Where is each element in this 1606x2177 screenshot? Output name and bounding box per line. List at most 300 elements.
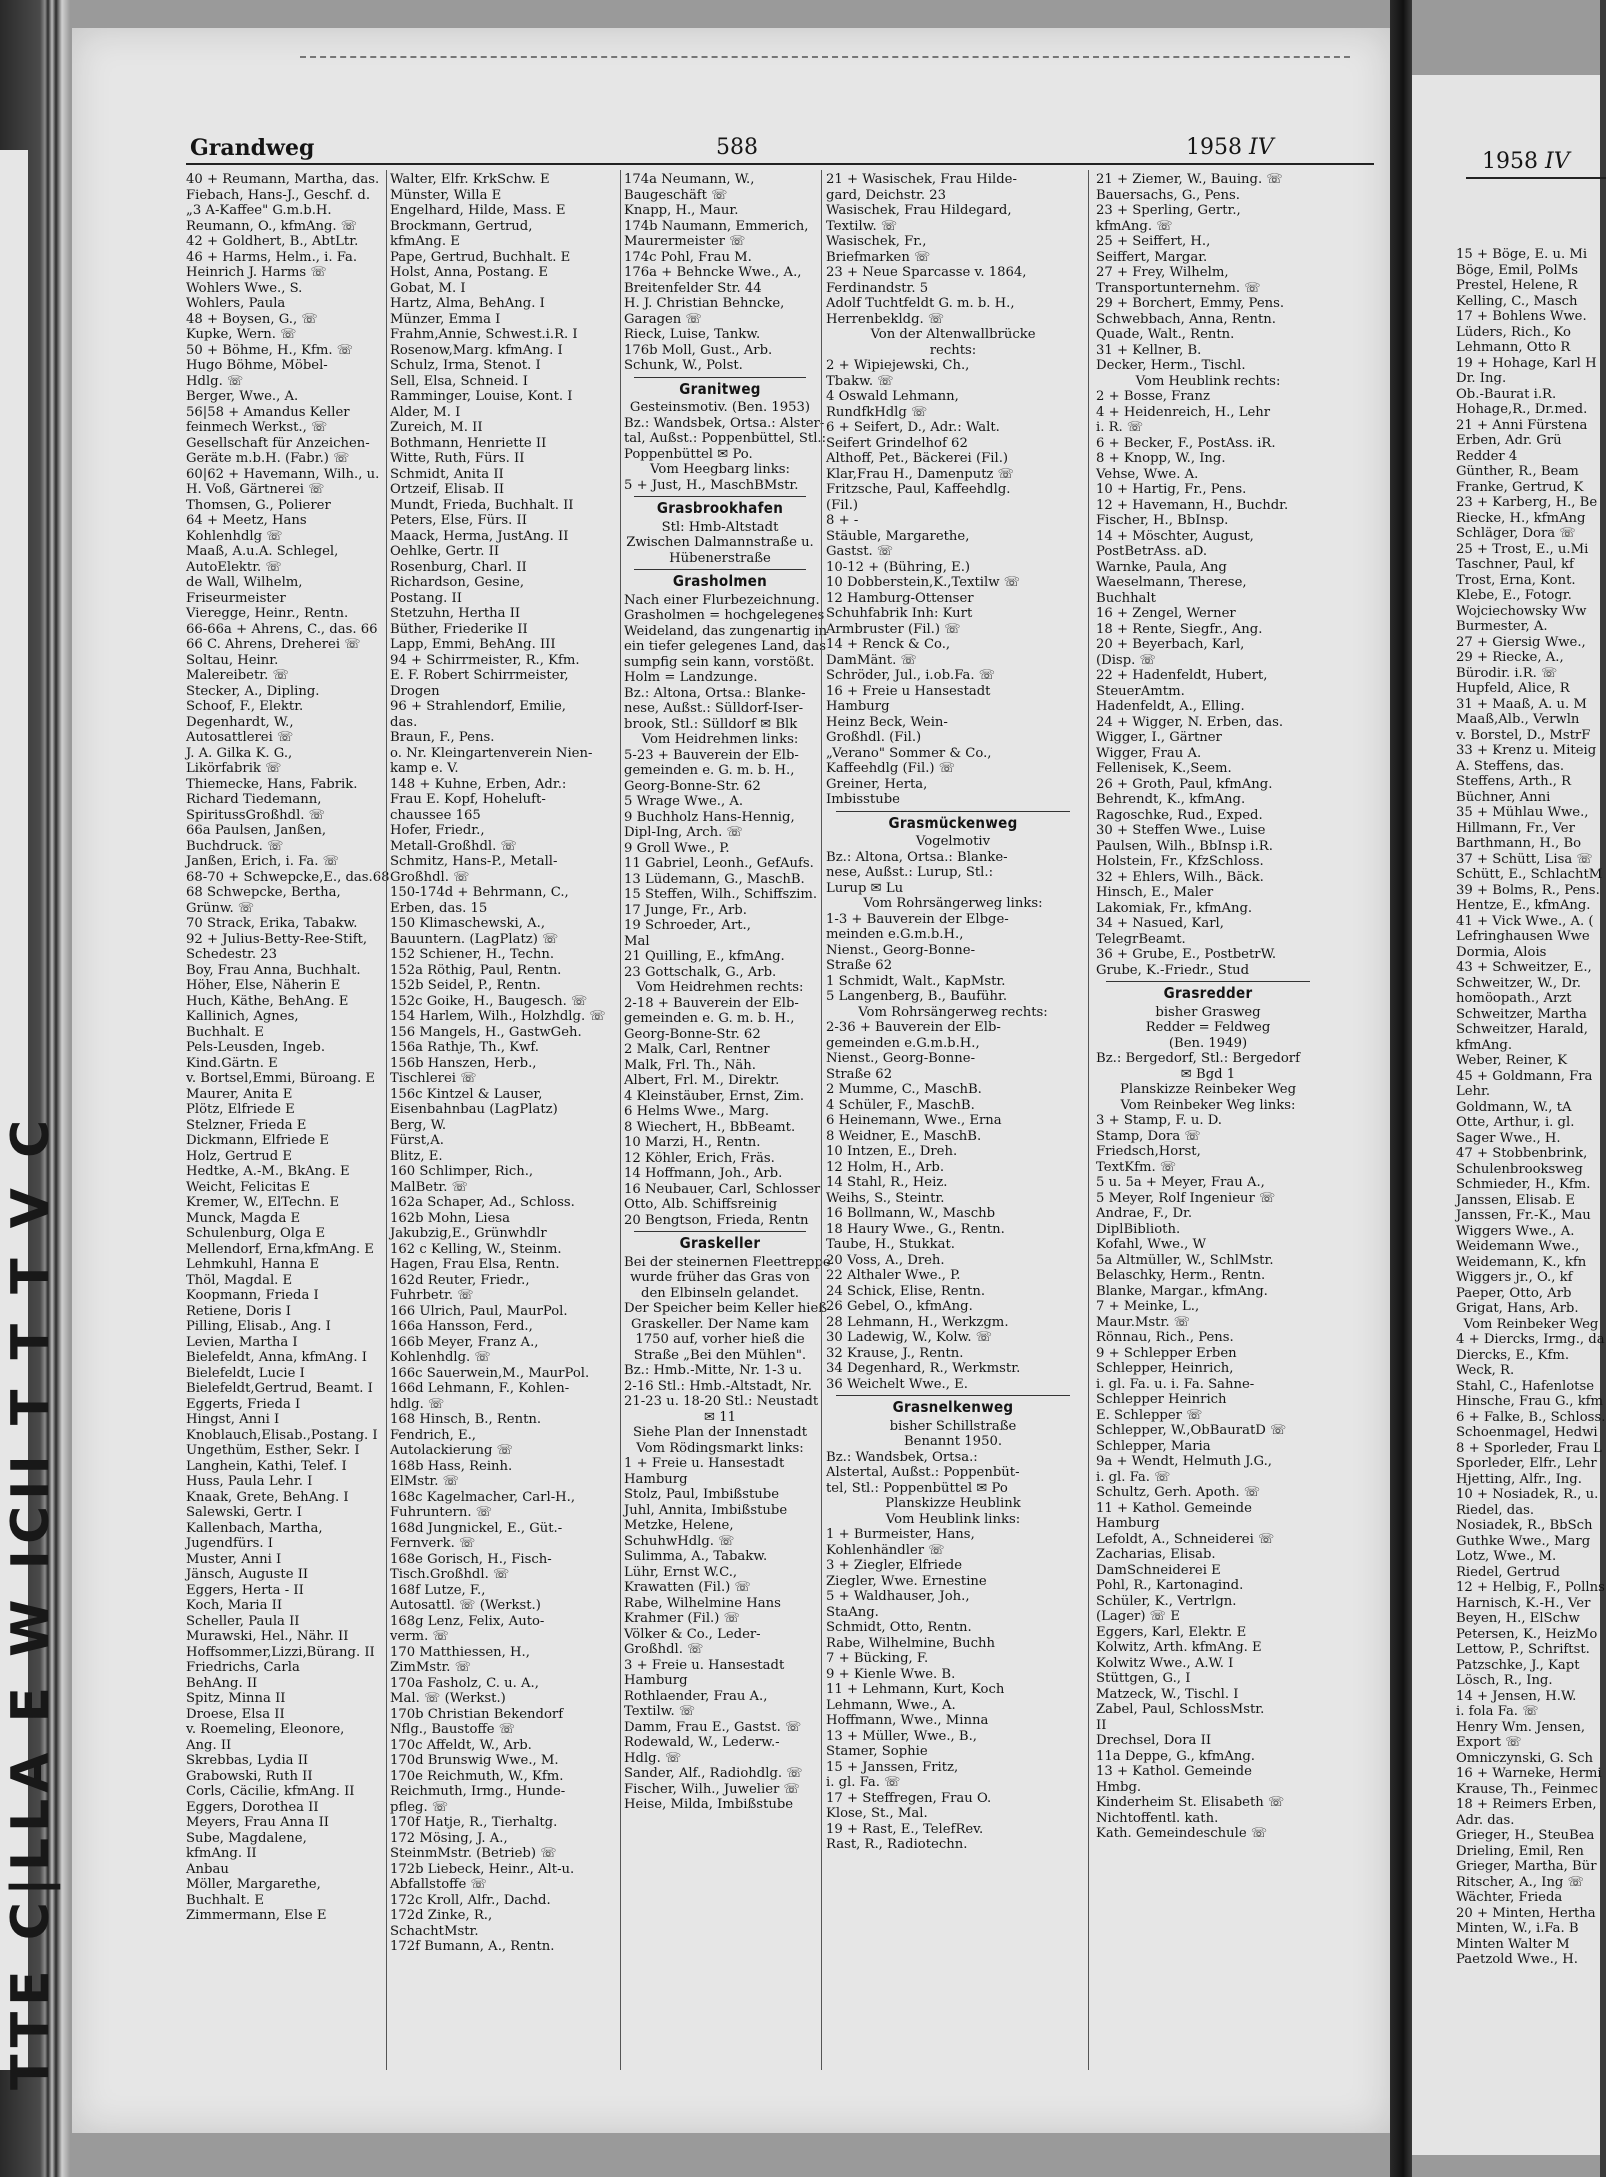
directory-entry: 22 Althaler Wwe., P. [826, 1268, 961, 1283]
directory-entry: Brockmann, Gertrud, [390, 218, 533, 234]
header-year: 1958 [1186, 135, 1242, 160]
directory-entry: Soltau, Heinr. [186, 652, 279, 668]
directory-entry: Hupfeld, Alice, R [1456, 681, 1570, 696]
directory-entry: Kolwitz, Arth. kfmAng. E [1096, 1640, 1262, 1655]
directory-entry: Anbau [186, 1861, 229, 1877]
section-note: ✉ 11 [703, 1409, 737, 1425]
directory-entry: 15 + Janssen, Fritz, [826, 1759, 959, 1775]
directory-entry: Paeper, Otto, Arb [1456, 1285, 1572, 1301]
directory-entry: 6 + Seifert, D., Adr.: Walt. [826, 420, 1000, 435]
directory-entry: Tischlerei ☏ [390, 1071, 477, 1086]
directory-entry: Schüler, K., Vertrlgn. [1096, 1593, 1237, 1609]
directory-column-6 [1456, 247, 1606, 1968]
directory-entry: 19 + Rast, E., TelefRev. [826, 1821, 984, 1837]
header-volume: IV [1249, 135, 1274, 160]
directory-entry: Huch, Käthe, BehAng. E [186, 993, 349, 1009]
directory-entry: 170e Reichmuth, W., Kfm. [390, 1768, 564, 1784]
directory-entry: Schmitz, Hans-P., Metall- [390, 854, 558, 869]
section-note: Vom Rödingsmarkt links: [636, 1440, 804, 1456]
directory-entry: 152c Goike, H., Baugesch. ☏ [390, 993, 588, 1009]
directory-entry: kfmAng. ☏ [1096, 218, 1173, 234]
directory-entry: Möller, Margarethe, [186, 1877, 321, 1892]
directory-entry: 9 + Kienle Wwe. B. [826, 1666, 956, 1682]
directory-entry: Drogen [390, 683, 440, 699]
directory-entry: Lüders, Rich., Ko [1456, 324, 1571, 340]
directory-entry: Günther, R., Beam [1456, 464, 1579, 479]
directory-entry: Degenhardt, W., [186, 714, 294, 730]
directory-entry: Holstein, Fr., KfzSchloss. [1096, 854, 1264, 869]
directory-entry: 4 + Heidenreich, H., Lehr [1096, 404, 1271, 420]
directory-entry: Gastst. ☏ [826, 544, 894, 559]
directory-entry: Witte, Ruth, Fürs. II [390, 451, 525, 466]
page-number: 588 [716, 135, 758, 160]
directory-entry: 170d Brunswig Wwe., M. [390, 1753, 559, 1768]
directory-entry: Krause, Th., Feinmec [1456, 1781, 1598, 1797]
directory-entry: TextKfm. ☏ [1096, 1159, 1177, 1175]
directory-entry: 166b Meyer, Franz A., [390, 1334, 539, 1350]
directory-entry: Hentze, E., kfmAng. [1456, 898, 1591, 913]
directory-entry: Schultz, Gerh. Apoth. ☏ [1096, 1485, 1261, 1500]
directory-entry: 40 + Reumann, Martha, das. [186, 172, 380, 187]
section-rule [634, 1231, 806, 1232]
directory-entry: 170b Christian Bekendorf [390, 1706, 564, 1722]
directory-entry: 41 + Vick Wwe., A. ( [1456, 913, 1594, 929]
directory-entry: 17 Junge, Fr., Arb. [624, 902, 747, 918]
directory-entry: Pohl, R., Kartonagind. [1096, 1578, 1244, 1593]
directory-entry: Engelhard, Hilde, Mass. E [390, 203, 566, 218]
directory-entry: Omniczynski, G. Sch [1456, 1750, 1594, 1766]
year-volume [1186, 135, 1274, 160]
directory-entry: 18 + Reimers Erben, [1456, 1797, 1597, 1812]
directory-entry: Klose, St., Mal. [826, 1806, 928, 1821]
directory-entry: 43 + Schweitzer, E., [1456, 960, 1592, 975]
directory-entry: 6 + Becker, F., PostAss. iR. [1096, 435, 1276, 451]
directory-entry: 20 + Beyerbach, Karl, [1096, 637, 1245, 652]
directory-entry: 8 Weidner, E., MaschB. [826, 1128, 982, 1144]
directory-entry: Janßen, Erich, i. Fa. ☏ [186, 854, 340, 869]
directory-entry: 152b Seidel, P., Rentn. [390, 978, 541, 993]
directory-entry: Corls, Cäcilie, kfmAng. II [186, 1784, 355, 1799]
directory-entry: Hadenfeldt, A., Elling. [1096, 699, 1245, 714]
directory-entry: Richardson, Gesine, [390, 575, 525, 590]
directory-entry: 34 + Nasued, Karl, [1096, 916, 1224, 931]
directory-entry: Stamp, Dora ☏ [1096, 1128, 1201, 1144]
directory-entry: Greiner, Herta, [826, 776, 928, 792]
directory-entry: Wohlers, Paula [186, 296, 286, 311]
directory-entry: Sporleder, Elfr., Lehr [1456, 1456, 1597, 1471]
directory-entry: Langhein, Kathi, Telef. I [186, 1458, 347, 1474]
section-note: Nach einer Flurbezeichnung. [624, 592, 820, 608]
directory-entry: 1 + Freie u. Hansestadt [624, 1456, 785, 1471]
column-divider [1088, 170, 1089, 2070]
directory-entry: Patzschke, J., Kapt [1456, 1657, 1580, 1673]
directory-entry: 5 + Just, H., MaschBMstr. [624, 477, 799, 493]
directory-entry: Dipl-Ing, Arch. ☏ [624, 825, 744, 840]
directory-entry: 174a Neumann, W., [624, 172, 755, 187]
directory-entry: AutoElektr. ☏ [186, 559, 282, 575]
directory-entry: 45 + Goldmann, Fra [1456, 1068, 1593, 1084]
directory-entry: 172b Liebeck, Heinr., Alt-u. [390, 1861, 575, 1877]
directory-entry: StaAng. [826, 1604, 879, 1620]
directory-entry: Münzer, Emma I [390, 311, 501, 327]
directory-entry: Thomsen, G., Polierer [186, 497, 331, 513]
directory-entry: Murawski, Hel., Nähr. II [186, 1629, 349, 1644]
section-note: Siehe Plan der Innenstadt [632, 1425, 808, 1440]
directory-entry: 168d Jungnickel, E., Güt.- [390, 1520, 563, 1536]
next-page-year: 1958 [1482, 149, 1538, 174]
directory-entry: Wigger, I., Gärtner [1096, 730, 1222, 745]
directory-entry: Weidemann Wwe., [1456, 1239, 1580, 1254]
directory-entry: Maack, Herma, JustAng. II [390, 528, 569, 544]
directory-entry: Schweitzer, Martha [1456, 1006, 1587, 1022]
directory-entry: Pilling, Elisab., Ang. I [186, 1319, 331, 1334]
directory-entry: Knapp, H., Maur. [624, 203, 739, 218]
directory-entry: Baugeschäft ☏ [624, 187, 728, 203]
directory-entry: Grube, K.-Friedr., Stud [1096, 962, 1250, 978]
directory-entry: 1 + Burmeister, Hans, [826, 1527, 975, 1542]
section-rule [836, 1395, 1070, 1396]
directory-entry: J. A. Gilka K. G., [186, 745, 293, 761]
column-divider [620, 170, 621, 2070]
directory-entry: Gesellschaft für Anzeichen- [186, 435, 370, 451]
directory-entry: 60|62 + Havemann, Wilh., u. [186, 466, 380, 482]
directory-entry: Krahmer (Fil.) ☏ [624, 1611, 741, 1626]
directory-entry: Friseurmeister [186, 590, 286, 606]
directory-entry: 26 + Groth, Paul, kfmAng. [1096, 776, 1273, 792]
directory-entry: Lapp, Emmi, BehAng. III [390, 637, 556, 652]
directory-entry: feinmech Werkst., ☏ [186, 420, 328, 435]
directory-entry: Rieck, Luise, Tankw. [624, 327, 761, 342]
directory-entry: Weideland, das zungenartig in [624, 623, 828, 639]
section-note: rechts: [929, 342, 977, 358]
directory-entry: 168b Hass, Reinh. [390, 1458, 513, 1474]
directory-entry: 10 Marzi, H., Rentn. [624, 1135, 761, 1150]
directory-entry: 36 + Grube, E., PostbetrW. [1096, 947, 1277, 962]
directory-entry: Klar,Frau H., Damenputz ☏ [826, 466, 1015, 482]
directory-entry: Wigger, Frau A. [1096, 745, 1202, 761]
directory-entry: Lehr. [1456, 1084, 1491, 1099]
directory-entry: 50 + Böhme, H., Kfm. ☏ [186, 342, 354, 358]
directory-entry: 10 Dobberstein,K.,Textilw ☏ [826, 575, 1021, 590]
directory-entry: Seifert Grindelhof 62 [826, 435, 968, 451]
directory-entry: 10 + Nosiadek, R., u. [1456, 1487, 1599, 1502]
directory-entry: Seiffert, Margar. [1096, 249, 1208, 265]
directory-entry: Stecker, A., Dipling. [186, 683, 320, 699]
directory-entry: Blanke, Margar., kfmAng. [1096, 1283, 1268, 1299]
directory-entry: Quade, Walt., Rentn. [1096, 327, 1235, 342]
directory-entry: Lehmkuhl, Hanna E [186, 1257, 320, 1272]
directory-entry: TelegrBeamt. [1096, 931, 1186, 947]
directory-entry: Waeselmann, Therese, [1096, 575, 1247, 590]
directory-entry: Hamburg [1096, 1516, 1160, 1531]
directory-entry: 21-23 u. 18-20 Stl.: Neustadt [624, 1394, 819, 1409]
directory-entry: 5 + Waldhauser, Joh., [826, 1589, 970, 1604]
directory-entry: Diercks, E., Kfm. [1456, 1347, 1570, 1363]
directory-entry: 20 Bengtson, Frieda, Rentn [624, 1212, 809, 1228]
directory-entry: 10 + Hartig, Fr., Pens. [1096, 482, 1247, 497]
directory-entry: 13 Lüdemann, G., MaschB. [624, 871, 805, 887]
directory-entry: hdlg. ☏ [390, 1396, 445, 1412]
directory-entry: Stäuble, Margarethe, [826, 528, 970, 544]
directory-entry: sumpfig sein kann, vorstößt. [624, 654, 815, 670]
directory-entry: Schulenbrooksweg [1456, 1161, 1583, 1177]
directory-entry: Rabe, Wilhelmine, Buchh [826, 1635, 995, 1651]
directory-entry: Nosiadek, R., BbSch [1456, 1518, 1593, 1533]
directory-entry: Nienst., Georg-Bonne- [826, 942, 976, 958]
directory-entry: Fischer, Wilh., Juwelier ☏ [624, 1781, 800, 1797]
directory-entry: Kohlenhändler ☏ [826, 1542, 945, 1558]
directory-entry: Belaschky, Herm., Rentn. [1096, 1268, 1266, 1283]
section-note: Vom Rohrsängerweg rechts: [858, 1004, 1048, 1020]
directory-entry: Großhdl. (Fil.) [826, 730, 922, 745]
section-note: (Ben. 1949) [1168, 1035, 1248, 1051]
directory-entry: 9 Groll Wwe., P. [624, 840, 730, 856]
directory-entry: 20 + Minten, Hertha [1456, 1905, 1596, 1921]
directory-entry: 21 + Ziemer, W., Bauing. ☏ [1096, 172, 1283, 187]
directory-entry: Guthke Wwe., Marg [1456, 1533, 1591, 1549]
directory-entry: Maaß,Alb., Verwln [1456, 712, 1580, 727]
directory-entry: Weber, Reiner, K [1456, 1053, 1568, 1068]
directory-entry: 68-70 + Schwepcke,E., das.68 [186, 869, 390, 885]
directory-entry: 22 + Hadenfeldt, Hubert, [1096, 668, 1268, 683]
directory-entry: Hugo Böhme, Möbel- [186, 358, 328, 373]
directory-entry: Frahm,Annie, Schwest.i.R. I [390, 327, 578, 342]
directory-entry: Vehse, Wwe. A. [1096, 466, 1199, 482]
directory-entry: Minten Walter M [1456, 1936, 1570, 1952]
directory-entry: Rast, R., Radiotechn. [826, 1837, 968, 1852]
directory-entry: A. Steffens, das. [1456, 758, 1565, 774]
directory-entry: Autosattl. ☏ (Werkst.) [390, 1598, 541, 1613]
directory-entry: 18 + Rente, Siegfr., Ang. [1096, 621, 1263, 637]
section-note: den Elbinseln gelandet. [641, 1285, 799, 1301]
section-note: Vom Heegbarg links: [650, 462, 790, 477]
directory-entry: Behrendt, K., kfmAng. [1096, 792, 1246, 807]
directory-entry: Kath. Gemeindeschule ☏ [1096, 1826, 1268, 1841]
directory-entry: homöopath., Arzt [1456, 991, 1572, 1006]
directory-entry: nese, Außst.: Sülldorf-Iser- [624, 701, 804, 716]
street-heading: Grasbrookhafen [656, 499, 784, 517]
directory-entry: 172 Mösing, J. A., [390, 1830, 508, 1846]
directory-entry: Koopmann, Frieda I [186, 1288, 319, 1303]
directory-entry: 4 + Diercks, Irmg., da [1456, 1332, 1605, 1347]
directory-entry: Poppenbüttel ✉ Po. [624, 446, 753, 462]
directory-entry: H. J. Christian Behncke, [624, 296, 785, 311]
directory-entry: 12 Hamburg-Ottenser [826, 590, 974, 606]
directory-entry: 154 Harlem, Wilh., Holzhdlg. ☏ [390, 1009, 606, 1024]
directory-entry: 11a Deppe, G., kfmAng. [1096, 1748, 1255, 1764]
directory-entry: Krawatten (Fil.) ☏ [624, 1580, 752, 1595]
directory-entry: Weihs, S., Steintr. [826, 1190, 945, 1206]
directory-entry: Stelzner, Frieda E [186, 1117, 307, 1133]
directory-entry: i. gl. Fa. ☏ [826, 1775, 901, 1790]
directory-entry: i. gl. Fa. u. i. Fa. Sahne- [1096, 1376, 1255, 1392]
directory-entry: ZimMstr. ☏ [390, 1660, 472, 1675]
directory-entry: Meyers, Frau Anna II [186, 1815, 330, 1830]
directory-entry: Paulsen, Wilh., BbInsp i.R. [1096, 838, 1273, 854]
directory-entry: Schwebbach, Anna, Rentn. [1096, 311, 1276, 327]
directory-entry: Hofer, Friedr., [390, 823, 485, 838]
directory-entry: Hohage,R., Dr.med. [1456, 402, 1588, 417]
directory-entry: Grigat, Hans, Arb. [1456, 1301, 1579, 1316]
directory-entry: 2 Mumme, C., MaschB. [826, 1082, 982, 1097]
directory-entry: 11 + Lehmann, Kurt, Koch [826, 1682, 1005, 1697]
next-page-header-rule [1466, 177, 1606, 179]
directory-entry: Grieger, Martha, Bür [1456, 1859, 1597, 1874]
section-note: Vogelmotiv [915, 834, 991, 849]
section-rule [634, 496, 806, 497]
directory-column-5 [1096, 172, 1320, 1842]
directory-entry: 28 Lehmann, H., Werkzgm. [826, 1314, 1009, 1330]
directory-entry: 156c Kintzel & Lauser, [390, 1086, 543, 1102]
directory-entry: Mellendorf, Erna,kfmAng. E [186, 1241, 374, 1257]
directory-entry: 166a Hansson, Ferd., [390, 1319, 533, 1334]
directory-entry: 8 + - [826, 513, 859, 528]
directory-entry: (Lager) ☏ E [1096, 1609, 1180, 1624]
directory-entry: 42 + Goldhert, B., AbtLtr. [186, 234, 359, 249]
directory-entry: 17 + Bohlens Wwe. [1456, 309, 1587, 324]
section-note: Benannt 1950. [903, 1434, 1003, 1449]
directory-entry: 56|58 + Amandus Keller [186, 404, 350, 420]
directory-entry: Andrae, F., Dr. [1096, 1206, 1193, 1221]
directory-entry: 2 Malk, Carl, Rentner [624, 1042, 770, 1057]
directory-entry: Münster, Willa E [390, 187, 502, 203]
directory-entry: Klebe, E., Fotogr. [1456, 588, 1572, 603]
directory-entry: 48 + Boysen, G., ☏ [186, 311, 318, 327]
section-note: Vom Heublink rechts: [1135, 373, 1281, 389]
directory-entry: Muster, Anni I [186, 1551, 282, 1567]
directory-entry: Prestel, Helene, R [1456, 278, 1578, 293]
directory-entry: 30 + Steffen Wwe., Luise [1096, 823, 1266, 838]
section-note: Vom Reinbeker Weg links: [1120, 1097, 1296, 1113]
directory-entry: Schuhfabrik Inh: Kurt [826, 606, 973, 621]
directory-entry: 11 Gabriel, Leonh., GefAufs. [624, 856, 814, 871]
directory-entry: Bielefeldt, Lucie I [186, 1365, 305, 1381]
directory-entry: 9 + Schlepper Erben [1096, 1345, 1237, 1361]
directory-entry: Kremer, W., ElTechn. E [186, 1195, 340, 1210]
directory-entry: Sager Wwe., H. [1456, 1130, 1561, 1146]
directory-entry: 162 c Kelling, W., Steinm. [390, 1241, 562, 1257]
directory-entry: Wiggers Wwe., A. [1456, 1223, 1575, 1239]
directory-entry: Damm, Frau E., Gastst. ☏ [624, 1719, 802, 1735]
directory-entry: Burmester, A. [1456, 619, 1548, 634]
directory-entry: Paetzold Wwe., H. [1456, 1952, 1578, 1967]
directory-entry: Bürodir. i.R. ☏ [1456, 665, 1558, 681]
column-divider [821, 170, 822, 2070]
directory-entry: Trost, Erna, Kont. [1456, 572, 1576, 588]
directory-entry: Erben, Adr. Grü [1456, 433, 1562, 448]
directory-entry: Hjetting, Alfr., Ing. [1456, 1471, 1582, 1487]
directory-entry: Kelling, C., Masch [1456, 293, 1578, 309]
directory-entry: Likörfabrik ☏ [186, 761, 282, 776]
directory-entry: 96 + Strahlendorf, Emilie, [390, 699, 566, 714]
directory-entry: meinden e.G.m.b.H., [826, 927, 964, 942]
directory-entry: Minten, W., i.Fa. B [1456, 1921, 1579, 1936]
directory-entry: Wächter, Frieda [1456, 1890, 1563, 1905]
directory-entry: Sulimma, A., Tabakw. [624, 1549, 768, 1564]
directory-entry: 166 Ulrich, Paul, MaurPol. [390, 1303, 568, 1319]
directory-entry: Bz.: Altona, Ortsa.: Blanke- [624, 685, 806, 701]
directory-entry: Holz, Gertrud E [186, 1148, 292, 1164]
directory-entry: PostBetrAss. aD. [1096, 544, 1208, 559]
directory-entry: Hoffmann, Wwe., Minna [826, 1713, 989, 1728]
directory-entry: 2 + Wipiejewski, Ch., [826, 358, 970, 373]
directory-entry: DiplBiblioth. [1096, 1221, 1181, 1237]
directory-entry: kamp e. V. [390, 761, 459, 776]
section-note: Planskizze Reinbeker Weg [1119, 1082, 1297, 1097]
section-rule [836, 811, 1070, 812]
directory-entry: Riedel, Gertrud [1456, 1564, 1560, 1580]
directory-entry: nese, Außst.: Lurup, Stl.: [826, 865, 994, 880]
directory-entry: Nienst., Georg-Bonne- [826, 1051, 976, 1066]
directory-entry: 6 + Falke, B., Schloss. [1456, 1409, 1606, 1425]
directory-entry: Hmbg. [1096, 1779, 1142, 1795]
directory-entry: 25 + Seiffert, H., [1096, 234, 1211, 249]
directory-entry: brook, Stl.: Sülldorf ✉ Blk [624, 716, 798, 732]
directory-entry: Ramminger, Louise, Kont. I [390, 389, 573, 404]
directory-entry: 34 Degenhard, R., Werkmstr. [826, 1361, 1021, 1376]
directory-entry: Rabe, Wilhelmine Hans [624, 1595, 781, 1611]
directory-entry: Mundt, Frieda, Buchhalt. II [390, 497, 574, 513]
directory-entry: verm. ☏ [390, 1629, 449, 1644]
directory-entry: Juhl, Annita, Imbißstube [624, 1502, 788, 1518]
directory-entry: 174b Naumann, Emmerich, [624, 218, 809, 234]
directory-entry: 16 Bollmann, W., Maschb [826, 1206, 996, 1221]
directory-entry: 170f Hatje, R., Tierhaltg. [390, 1815, 558, 1830]
directory-entry: Abfallstoffe ☏ [390, 1877, 488, 1892]
directory-entry: Fritzsche, Paul, Kaffeehdlg. [826, 482, 1011, 497]
directory-entry: 70 Strack, Erika, Tabakw. [186, 916, 358, 931]
directory-entry: Warnke, Paula, Ang [1096, 559, 1227, 575]
directory-entry: Albert, Frl. M., Direktr. [624, 1073, 780, 1088]
directory-entry: (Disp. ☏ [1096, 652, 1157, 668]
directory-entry: Schlepper, Maria [1096, 1438, 1211, 1454]
directory-entry: kfmAng. II [186, 1846, 257, 1861]
directory-entry: Boy, Frau Anna, Buchhalt. [186, 962, 361, 978]
directory-entry: Riedel, das. [1456, 1502, 1535, 1518]
directory-entry: Wohlers Wwe., S. [186, 280, 303, 296]
directory-entry: Zimmermann, Else E [186, 1908, 327, 1923]
directory-entry: Buchhalt [1096, 590, 1156, 606]
section-note: Vom Rohrsängerweg links: [863, 896, 1043, 911]
directory-entry: Herrenbekldg. ☏ [826, 311, 945, 327]
directory-entry: Hamburg [624, 1471, 688, 1487]
directory-entry: Kupke, Wern. ☏ [186, 327, 297, 342]
directory-entry: Maur.Mstr. ☏ [1096, 1314, 1191, 1330]
directory-entry: Riecke, H., kfmAng [1456, 510, 1586, 526]
directory-entry: Pels-Leusden, Ingeb. [186, 1040, 326, 1055]
directory-entry: Thöl, Magdal. E [186, 1272, 293, 1288]
directory-entry: Schütt, E., SchlachtM [1456, 867, 1603, 882]
directory-entry: 32 + Ehlers, Wilh., Bäck. [1096, 869, 1264, 885]
directory-entry: chaussee 165 [390, 807, 481, 823]
directory-entry: gemeinden e. G. m. b. H., [624, 763, 795, 778]
directory-entry: Bz.: Hmb.-Mitte, Nr. 1-3 u. [624, 1363, 802, 1378]
directory-entry: Lefringhausen Wwe [1456, 929, 1590, 944]
directory-column-4 [826, 172, 1080, 1853]
section-note: Der Speicher beim Keller hieß [624, 1301, 828, 1316]
directory-entry: 21 + Wasischek, Frau Hilde- [826, 172, 1017, 187]
directory-entry: Jänsch, Auguste II [186, 1567, 309, 1582]
directory-entry: Lakomiak, Fr., kfmAng. [1096, 900, 1253, 916]
directory-entry: II [1096, 1717, 1107, 1733]
directory-entry: SchachtMstr. [390, 1923, 479, 1939]
directory-entry: Straße 62 [826, 958, 893, 973]
directory-entry: 10 Intzen, E., Dreh. [826, 1144, 958, 1159]
directory-entry: 172d Zinke, R., [390, 1908, 493, 1923]
directory-entry: v. Roemeling, Eleonore, [186, 1722, 345, 1737]
directory-entry: Thiemecke, Hans, Fabrik. [186, 776, 358, 792]
section-note: ✉ Bgd 1 [1180, 1066, 1236, 1082]
